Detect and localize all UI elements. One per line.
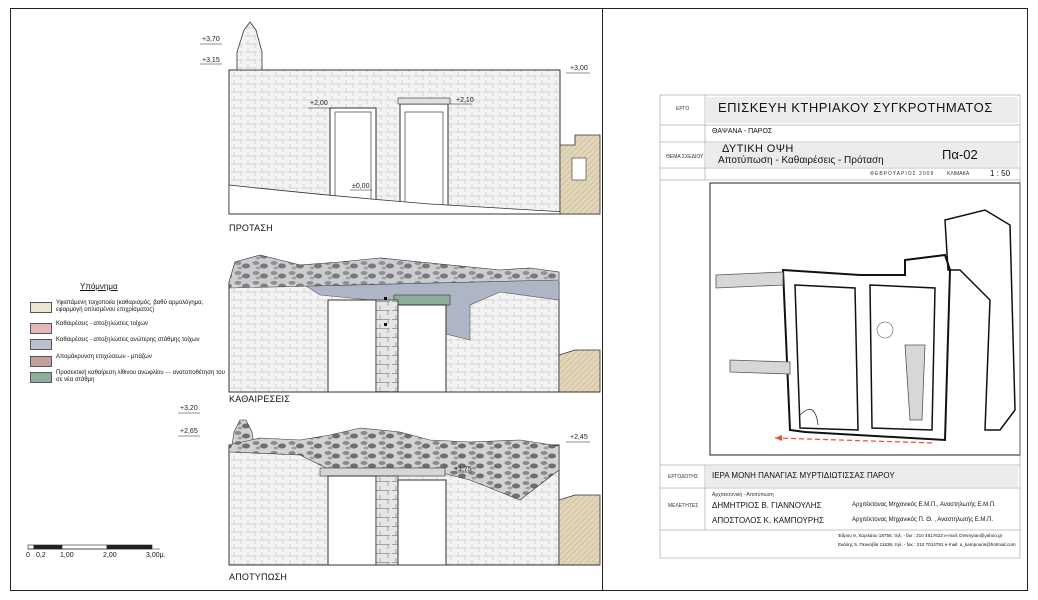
proposal-chimney [237, 22, 262, 70]
drawing-code: Πα-02 [942, 147, 978, 162]
caption-proposal: ΠΡΟΤΑΣΗ [229, 223, 273, 233]
legend-text: Προσεκτική καθαίρεση λίθινου ανωφλίου - - ανατοποθέτηση του σε νέα στάθμη [56, 370, 225, 383]
level-label-3-00: +3,00 [570, 65, 588, 72]
scale-label-0-2: 0,2 [36, 552, 46, 559]
demolitions-door-left [328, 300, 376, 392]
legend-swatch-debris [30, 356, 52, 367]
client-name: ΙΕΡΑ ΜΟΝΗ ΠΑΝΑΓΙΑΣ ΜΥΡΤΙΔΙΩΤΙΣΣΑΣ ΠΑΡΟΥ [712, 471, 895, 480]
client-label: ΕΡΓΟΔΟΤΗΣ [668, 474, 699, 480]
designer1-name: ΔΗΜΗΤΡΙΟΣ Β. ΓΙΑΝΝΟΥΛΗΣ [712, 501, 822, 510]
designer2-role: Αρχιτέκτονας Μηχανικός Π. Θ. , Αναστηλωτής Ε.Μ.Π. [852, 517, 994, 523]
level-label-3-15: +3,15 [202, 57, 220, 64]
legend-item [30, 321, 230, 337]
project-title: ΕΠΙΣΚΕΥΗ ΚΤΗΡΙΑΚΟΥ ΣΥΓΚΡΟΤΗΜΑΤΟΣ [718, 100, 993, 115]
legend-text: Καθαιρέσεις - αποξηλώσεις ανώτερης στάθμης τοίχων [56, 337, 200, 343]
drawing-subtitle: Αποτύπωση - Καθαιρέσεις - Πρόταση [718, 155, 884, 166]
level-label-3-20: +3,20 [180, 405, 198, 412]
scale-bar-graphic [28, 545, 160, 549]
demolitions-lintel-green [394, 295, 450, 305]
legend-swatch-demolition [30, 323, 52, 334]
legend-item [30, 354, 230, 370]
legend-item [30, 337, 230, 353]
level-label-2-65: +2,65 [180, 428, 198, 435]
survey-pier [376, 476, 398, 565]
scale-label-1: 1,00 [60, 552, 74, 559]
drawing-title: ΔΥΤΙΚΗ ΟΨΗ [722, 143, 794, 155]
subject-label: ΘΕΜΑ ΣΧΕΔΙΟΥ [666, 154, 704, 160]
proposal-lintel [398, 98, 450, 104]
plan-left-wall-2 [730, 360, 790, 374]
designer-address-2: Εκάλης 5, Πευκοβία 11636, τηλ. - fax : 210 7014781 e-mail: a_kampouris@hotmail.com [838, 542, 1016, 547]
project-label: ΕΡΓΟ [676, 106, 690, 112]
designer1-role: Αρχιτέκτονας Μηχανικός Ε.Μ.Π., Αναστηλωτής Ε.Μ.Π. [852, 502, 996, 508]
plan-frame [710, 183, 1020, 455]
elevation-demolitions [229, 255, 600, 392]
legend-swatch-existing [30, 302, 52, 313]
legend-swatch-upper-demolition [30, 339, 52, 350]
legend-text: Απομάκρυνση επιχώσεων - μπάζων [56, 354, 152, 360]
survey-door-right [398, 480, 446, 565]
elevation-survey [229, 420, 600, 565]
demolitions-pier [376, 300, 398, 392]
demolitions-marker-2 [384, 323, 387, 326]
survey-section-right [559, 495, 600, 565]
legend-text: Υφιστάμενη τοιχοποιία (καθαρισμός, βαθύ αρμολόγημα, εφαρμογή οπλισμένου επιχρίσματος) [56, 300, 204, 313]
drawing-date: ΦΕΒΡΟΥΑΡΙΟΣ 2009 [870, 171, 935, 177]
level-label-2-00: +2,00 [310, 100, 328, 107]
level-label-2-10: +2,10 [456, 97, 474, 104]
proposal-door-left [335, 112, 371, 210]
proposal-section-right-box [572, 158, 586, 180]
survey-door-left [328, 476, 376, 565]
scale-label-3: 3,00μ. [146, 552, 166, 559]
scale-label-2: 2,00 [103, 552, 117, 559]
floor-plan [710, 183, 1020, 455]
caption-demolitions: ΚΑΘΑΙΡΕΣΕΙΣ [229, 394, 290, 404]
plan-left-wall [716, 272, 783, 288]
caption-survey: ΑΠΟΤΥΠΩΣΗ [229, 572, 288, 582]
legend-text: Καθαιρέσεις - αποξηλώσεις τοίχων [56, 321, 148, 327]
elevation-proposal [229, 22, 600, 214]
proposal-door-right [405, 112, 443, 210]
level-label-0-00: ±0,00 [352, 183, 370, 190]
demolitions-section-right [559, 350, 600, 392]
level-label-2-45: +2,45 [570, 434, 588, 441]
designer2-name: ΑΠΟΣΤΟΛΟΣ Κ. ΚΑΜΠΟΥΡΗΣ [712, 516, 824, 525]
scale-label-0: 0 [26, 552, 30, 559]
demolitions-marker-1 [384, 297, 387, 300]
project-location: ΘΑΨΑΝΑ - ΠΑΡΟΣ [712, 128, 773, 135]
level-label-3-70: +3,70 [202, 36, 220, 43]
level-label-1-75: +1,75 [454, 466, 472, 473]
drawing-scale: 1 : 50 [990, 169, 1011, 178]
legend-item [30, 300, 230, 316]
legend-item [30, 370, 230, 386]
designers-small: Αρχιτεκτονική - Αποτύπωση [712, 492, 774, 498]
scale-label: ΚΛΙΜΑΚΑ [947, 171, 970, 177]
legend-swatch-lintel [30, 372, 52, 383]
designers-label: ΜΕΛΕΤΗΤΕΣ [668, 503, 699, 509]
legend-title: Υπόμνημα [80, 282, 118, 291]
survey-lintel [320, 468, 445, 476]
demolitions-door-right [398, 305, 446, 392]
designer-address-1: Έδρου 9, Χαριλάου 18756, τηλ. - fax : 210 4617623 e-mail: Dimmyian@yahoo.gr [838, 533, 1003, 538]
